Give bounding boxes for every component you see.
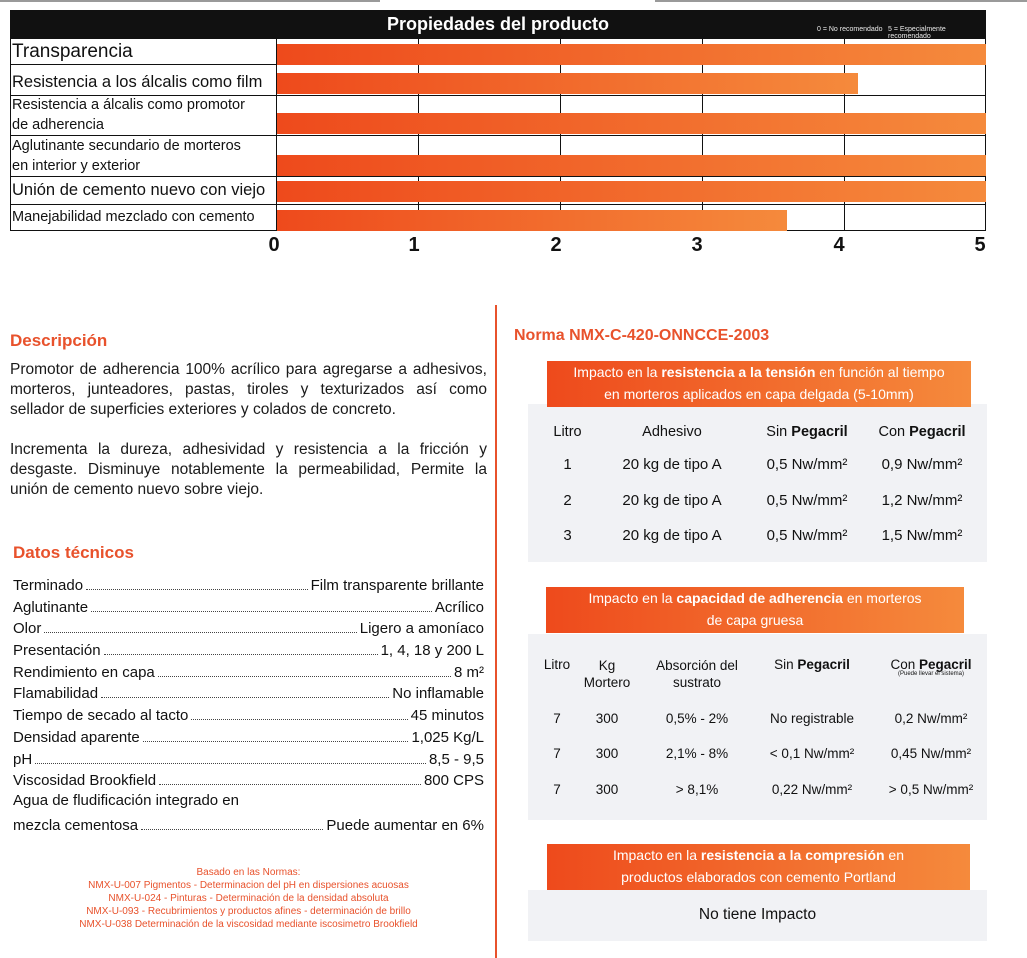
norm-item: NMX-U-007 Pigmentos - Determinacion del pH en dispersiones acuosas	[88, 880, 409, 891]
chart-bar	[277, 44, 986, 65]
tech-row-label-line: Agua de fludificación integrado en	[13, 792, 239, 809]
norm-item: NMX-U-038 Determinación de la viscosidad mediante iscosimetro Brookfield	[79, 919, 418, 930]
chart-row-label: Transparencia	[12, 41, 133, 62]
table-cell: 0,5 Nw/mm²	[766, 492, 848, 509]
chart-tick-label: 1	[408, 234, 420, 256]
table-cell: 20 kg de tipo A	[622, 492, 722, 509]
table-cell: 7	[553, 782, 561, 797]
description-title: Descripción	[10, 331, 108, 350]
tech-row: pH 8,5 - 9,5	[13, 751, 484, 768]
tech-row: Olor Ligero a amoníaco	[13, 620, 484, 637]
table-cell: 0,9 Nw/mm²	[881, 456, 963, 473]
description-paragraph: Incrementa la dureza, adhesividad y resistencia a la fricción y desgaste. Disminuye notablemente la permeabilidad, Permite la unión de cemento nuevo sobre viejo.	[10, 441, 487, 498]
norm-item: NMX-U-093 - Recubrimientos y productos afines - determinación de brillo	[86, 906, 411, 917]
chart-row-label: Resistencia a álcalis como promotor de adherencia	[12, 97, 245, 133]
table-cell: > 0,5 Nw/mm²	[888, 782, 974, 797]
table-cell: 0,45 Nw/mm²	[890, 746, 972, 761]
description-paragraph: Promotor de adherencia 100% acrílico para agregarse a adhesivos, morteros, junteadores, pastas, tiroles y texturizados así como sellador de superficies exteriores y colados de concreto.	[10, 361, 487, 418]
chart-tick-label: 3	[691, 234, 703, 256]
chart-tick-label: 4	[833, 234, 845, 256]
tech-row: Rendimiento en capa 8 m²	[13, 664, 484, 681]
chart-row-label: Resistencia a los álcalis como film	[12, 73, 263, 91]
table-cell: 7	[553, 746, 561, 761]
chart-grid-line	[702, 38, 703, 231]
table-cell: No registrable	[769, 711, 855, 726]
table-cell: 3	[563, 527, 572, 544]
chart-grid-line	[844, 38, 845, 231]
table-cell: 300	[595, 746, 619, 761]
chart-bar	[277, 155, 986, 176]
compresion-banner: Impacto en la resistencia a la compresión en productos elaborados con cemento Portland	[547, 844, 970, 890]
table-cell: 0,5 Nw/mm²	[766, 456, 848, 473]
table-cell: 1,5 Nw/mm²	[881, 527, 963, 544]
adherencia-col-con: Con Pegacril	[890, 657, 972, 672]
table-cell: 20 kg de tipo A	[622, 527, 722, 544]
tech-row: Terminado Film transparente brillante	[13, 577, 484, 594]
chart-legend-high: 5 = Especialmente recomendado	[888, 26, 946, 40]
tech-row: Flamabilidad No inflamable	[13, 685, 484, 702]
tension-col-litro: Litro	[553, 424, 582, 440]
table-cell: 300	[595, 711, 619, 726]
table-cell: 0,22 Nw/mm²	[771, 782, 853, 797]
tech-row: Viscosidad Brookfield 800 CPS	[13, 772, 484, 789]
compresion-result: No tiene Impacto	[698, 906, 817, 923]
chart-grid-line	[418, 38, 419, 231]
tech-row: mezcla cementosa Puede aumentar en 6%	[13, 817, 484, 834]
chart-bar	[277, 113, 986, 134]
chart-bar	[277, 210, 787, 231]
tech-row: Tiempo de secado al tacto 45 minutos	[13, 707, 484, 724]
tension-col-con: Con Pegacril	[878, 424, 966, 440]
table-cell: 0,5 Nw/mm²	[766, 527, 848, 544]
table-cell: 2,1% - 8%	[665, 746, 729, 761]
norms-list	[10, 866, 487, 931]
top-rule-right	[655, 0, 1027, 2]
adherencia-banner: Impacto en la capacidad de adherencia en morteros de capa gruesa	[546, 587, 964, 633]
tech-row: Densidad aparente 1,025 Kg/L	[13, 729, 484, 746]
chart-tick-label: 5	[974, 234, 986, 256]
adherencia-col-sin: Sin Pegacril	[774, 657, 850, 672]
chart-row-label: Unión de cemento nuevo con viejo	[12, 181, 266, 199]
tension-col-sin: Sin Pegacril	[766, 424, 848, 440]
table-cell: 300	[595, 782, 619, 797]
chart-legend-low: 0 = No recomendado	[817, 26, 883, 33]
adherencia-col-kg: Kg Mortero	[583, 658, 631, 690]
chart-grid-line	[560, 38, 561, 231]
table-cell: 1	[563, 456, 572, 473]
chart-header	[10, 10, 986, 38]
adherencia-note: (Puede llevar el sistema)	[897, 671, 965, 677]
table-cell: 0,5% - 2%	[665, 711, 729, 726]
norma-title: Norma NMX-C-420-ONNCCE-2003	[514, 327, 770, 344]
adherencia-col-absorcion: Absorción del sustrato	[656, 658, 738, 690]
table-cell: 0,2 Nw/mm²	[894, 711, 968, 726]
tech-row: Aglutinante Acrílico	[13, 599, 484, 616]
chart-row-label: Aglutinante secundario de morteros en interior y exterior	[12, 137, 241, 174]
table-cell: < 0,1 Nw/mm²	[769, 746, 855, 761]
chart-row-label: Manejabilidad mezclado con cemento	[12, 209, 255, 225]
tech-row: Presentación 1, 4, 18 y 200 L	[13, 642, 484, 659]
adherencia-col-litro: Litro	[543, 657, 571, 672]
tension-col-adhesivo: Adhesivo	[642, 424, 702, 440]
chart-axis-line	[276, 38, 277, 231]
table-cell: > 8,1%	[675, 782, 719, 797]
chart-tick-label: 0	[268, 234, 280, 256]
table-cell: 7	[553, 711, 561, 726]
chart-title: Propiedades del producto	[386, 14, 610, 34]
column-divider	[495, 305, 497, 958]
chart-bar	[277, 181, 986, 202]
table-cell: 2	[563, 492, 572, 509]
chart-row-divider	[10, 176, 986, 177]
chart-tick-label: 2	[550, 234, 562, 256]
tech-data-title: Datos técnicos	[13, 543, 134, 562]
table-cell: 1,2 Nw/mm²	[881, 492, 963, 509]
norms-heading: Basado en las Normas:	[196, 867, 301, 878]
norm-item: NMX-U-024 - Pinturas - Determinación de la densidad absoluta	[108, 893, 389, 904]
tension-banner: Impacto en la resistencia a la tensión en función al tiempo en morteros aplicados en capa delgada (5-10mm)	[547, 361, 971, 407]
table-cell: 20 kg de tipo A	[622, 456, 722, 473]
chart-bar	[277, 73, 858, 94]
top-rule-left	[0, 0, 380, 2]
